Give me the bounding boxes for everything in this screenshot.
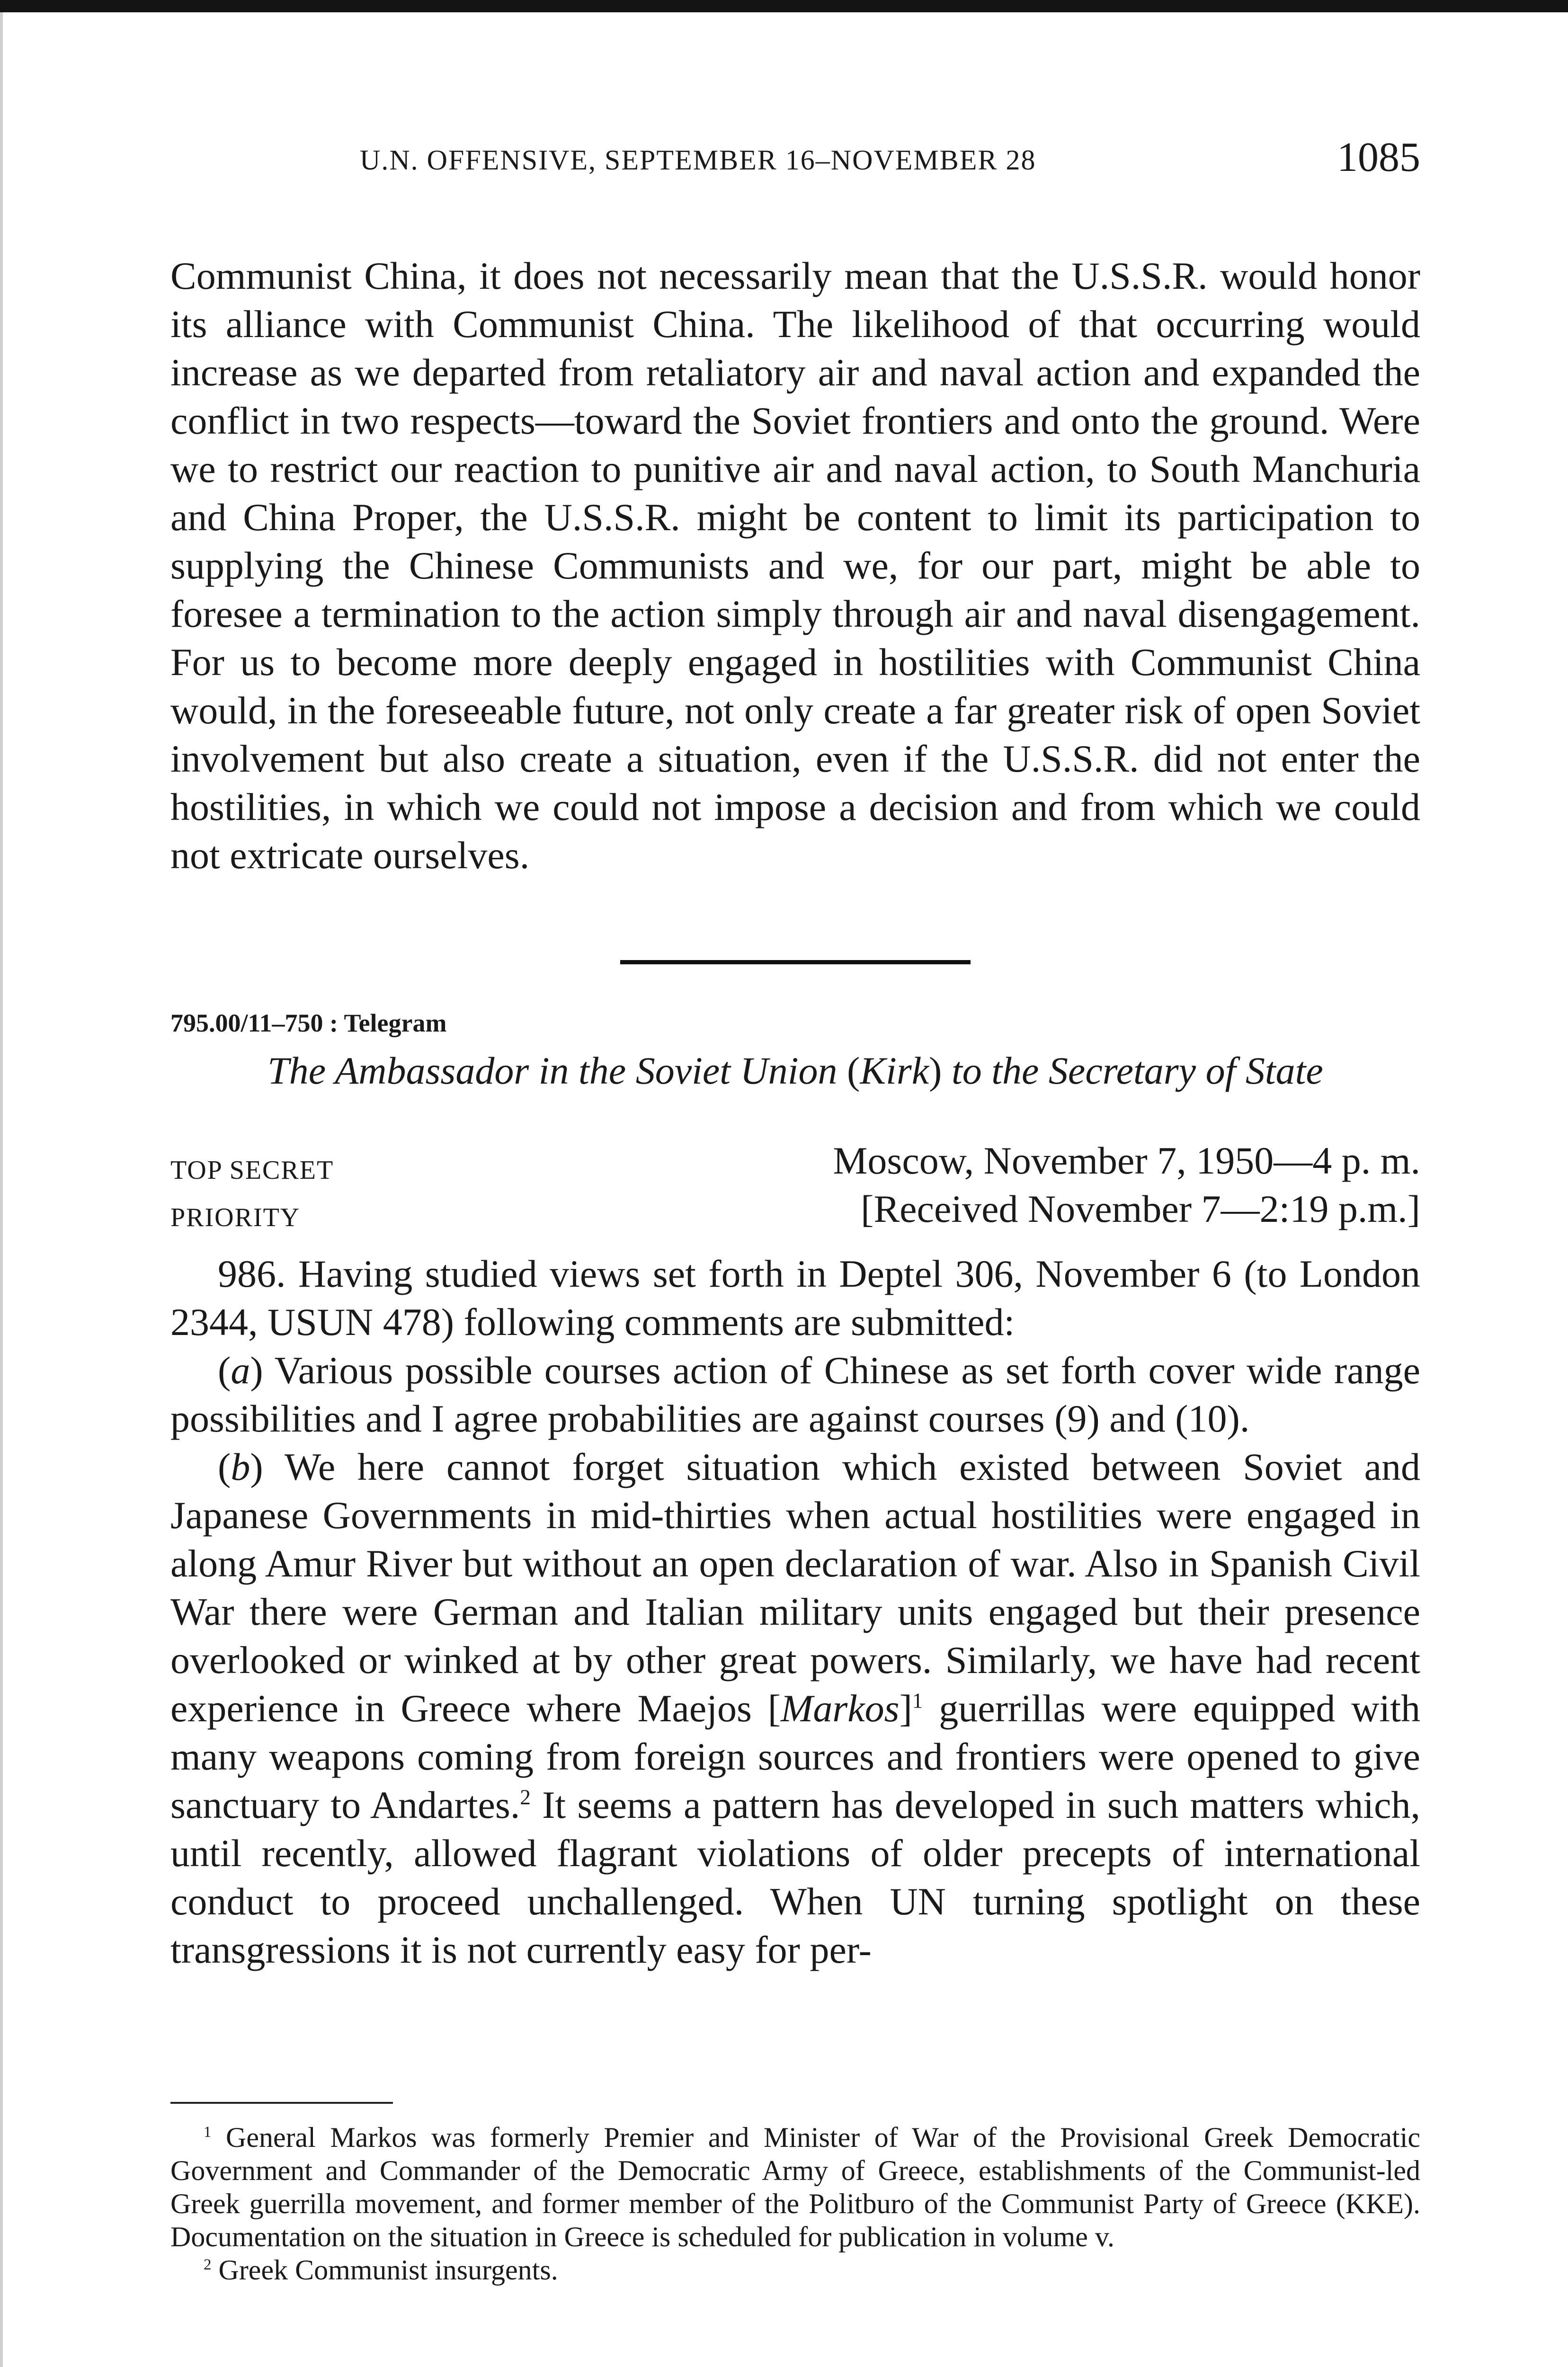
footnote-1-text: General Markos was formerly Premier and Minister of War of the Provisional Greek Democratic Government and Commander of the Democratic Army of Greece, establishments of the Communist-led Greek guerrilla movement, and former member of the Politburo of the Communist Party of Greece (KKE). Documentation on the situation in Greece is scheduled for publication in volume v. [170,2122,1420,2252]
item-letter-a: a [231,1349,250,1392]
item-close: ) [250,1445,263,1488]
title-paren-close: ) [929,1049,942,1092]
title-name: Kirk [860,1049,929,1092]
section-separator [620,960,971,964]
document-reference: 795.00/11–750 : Telegram [170,1009,447,1037]
title-part1: The Ambassador in the Soviet Union [267,1049,847,1092]
paragraph-b-text-b: ] [899,1687,912,1730]
telegram-paragraph-b [170,1443,1420,1974]
paragraph-b-text-a: We here cannot forget situation which existed between Soviet and Japanese Governments in mid-thirties when actual hostilities were engaged in along Amur River but without an open declaration of war. Also in Spanish Civil War there were German and Italian military units engaged but their presence overlooked or winked at by other great powers. Similarly, we have had recent experience in Greece where Maejos [ [170,1445,1420,1730]
classification-top-secret: TOP SECRET [170,1156,334,1185]
footnote-mark-2: 2 [204,2256,212,2273]
title-part2: to the Secretary of State [942,1049,1323,1092]
item-close: ) [250,1349,263,1392]
received-line: [Received November 7—2:19 p.m.] [861,1187,1420,1230]
footnote-mark-1: 1 [204,2124,212,2141]
item-open: ( [218,1445,231,1488]
continuation-paragraph: Communist China, it does not necessarily mean that the U.S.S.R. would honor its alliance with Communist China. The likelihood of that occurring would increase as we departed from retaliatory air and naval action and expanded the conflict in two respects—toward the Soviet frontiers and onto the ground. Were we to restrict our reaction to punitive air and naval action, to South Manchuria and China Proper, the U.S.S.R. might be content to limit its participation to supplying the Chinese Communists and we, for our part, might be able to foresee a termination to the action simply through air and naval disengagement. For us to become more deeply engaged in hostilities with Communist China would, in the foreseeable future, not only create a far greater risk of open Soviet involvement but also create a situation, even if the U.S.S.R. did not enter the hostilities, in which we could not impose a decision and from which we could not extricate ourselves. [170,254,1420,877]
telegram-paragraph-986: 986. Having studied views set forth in Deptel 306, November 6 (to London 2344, USUN 478) following comments are submitted: [170,1252,1420,1344]
footnote-ref-2[interactable]: 2 [520,1785,531,1809]
classification-priority: PRIORITY [170,1203,301,1232]
running-title: U.N. OFFENSIVE, SEPTEMBER 16–NOVEMBER 28 [360,144,1036,176]
telegram-paragraph-a [170,1346,1420,1443]
footnote-ref-1[interactable]: 1 [912,1689,923,1713]
scan-left-edge [0,12,3,2367]
page-number: 1085 [1337,134,1420,180]
document-title [170,1049,1420,1093]
running-head [170,133,1420,186]
paragraph-a-text: Various possible courses action of Chinese as set forth cover wide range possibilities and I agree probabilities are against courses (9) and (10). [170,1349,1420,1440]
footnote-2 [170,2253,1420,2287]
telegram-body [170,1250,1420,1974]
dateline: Moscow, November 7, 1950—4 p. m. [833,1139,1420,1182]
title-paren-open: ( [847,1049,860,1092]
footnote-2-text: Greek Communist insurgents. [211,2254,558,2286]
footnote-1 [170,2121,1420,2253]
item-letter-b: b [231,1445,250,1488]
footnote-rule [170,2102,393,2104]
footnotes [170,2121,1420,2287]
markos-correction: Markos [781,1687,900,1730]
paragraph-b-text-d: It seems a pattern has developed in such matters which, until recently, allowed flagrant violations of older precepts of international conduct to proceed unchallenged. When UN turning spotlight on these transgressions it is not currently easy for per- [170,1783,1420,1971]
item-open: ( [218,1349,231,1392]
top-border-rule [0,0,1568,12]
paragraph-b-text-c: guerrillas were equipped with many weapons coming from foreign sources and frontiers were opened to give sanctuary to Andartes. [170,1687,1420,1826]
